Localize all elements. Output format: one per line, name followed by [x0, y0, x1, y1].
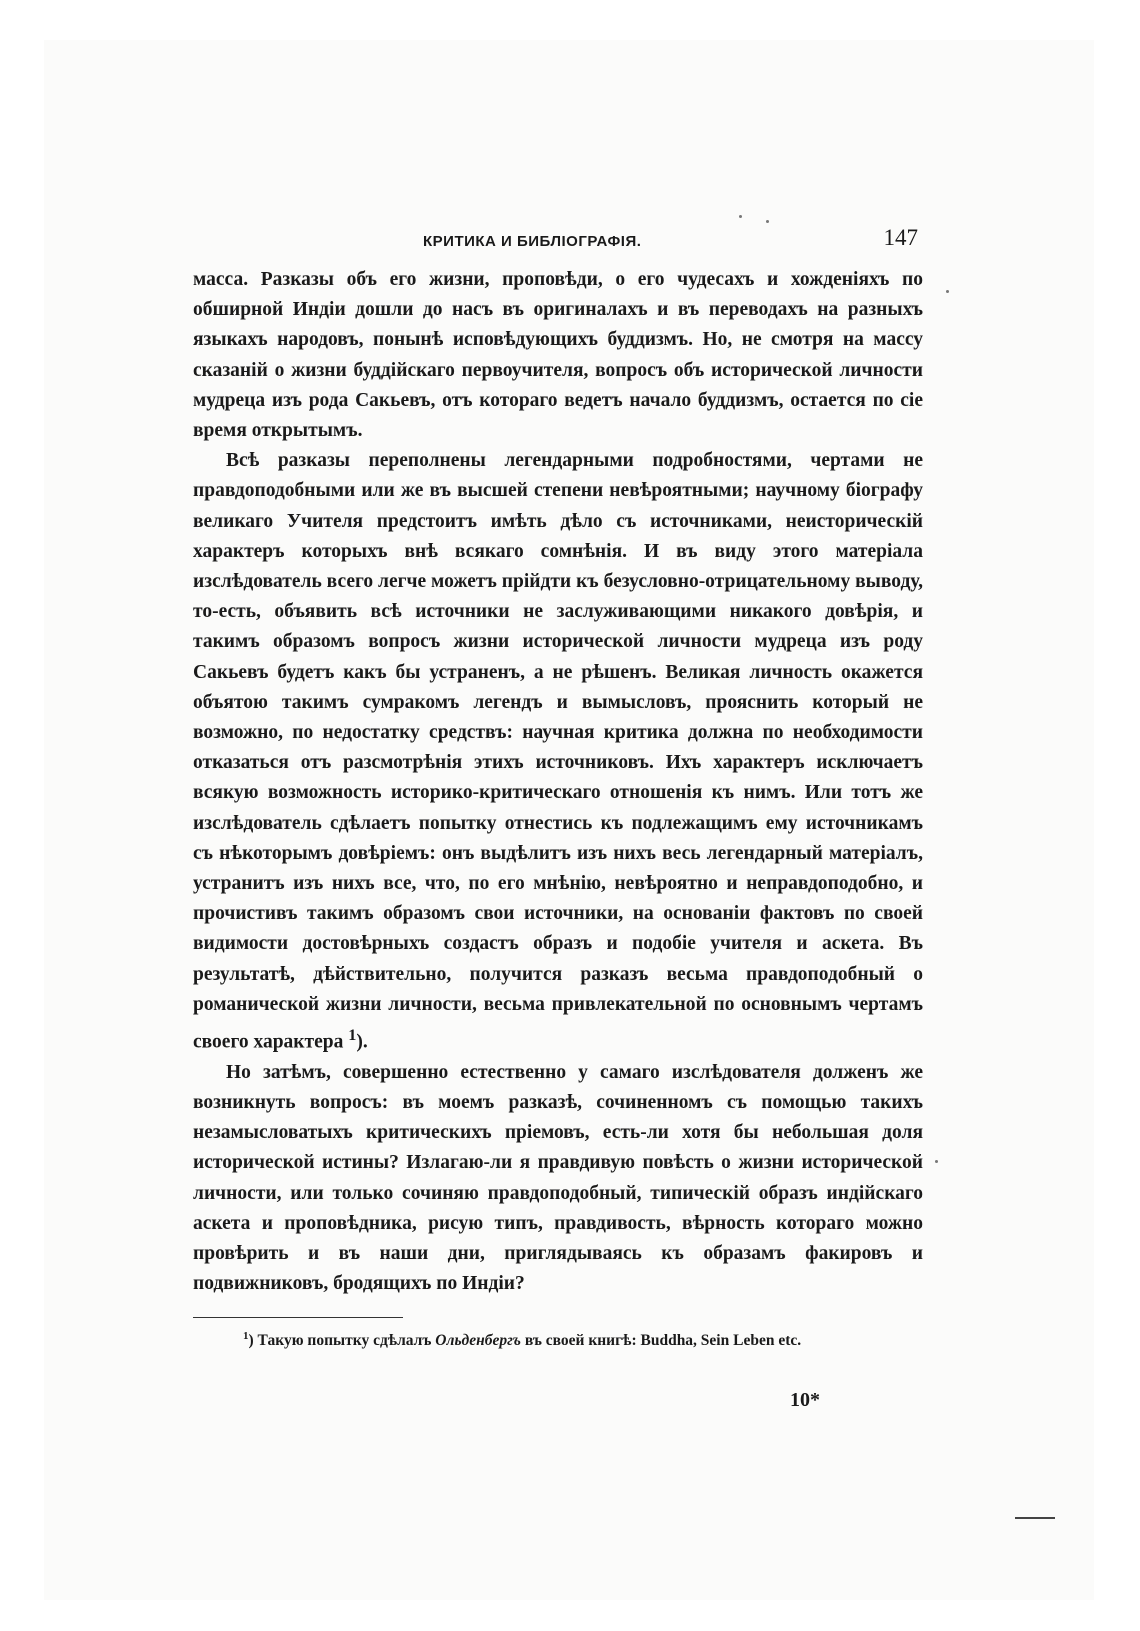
paragraph-text: Всѣ разказы переполнены легендарными подробностями, чертами не правдоподобными или же въ высшей степени невѣроятными; научному біографу великаго Учителя предстоитъ имѣть дѣло съ источниками, неисторическій характеръ которыхъ внѣ всякаго сомнѣнія. И въ виду этого матеріала изслѣдователь всего легче можетъ прійдти къ безусловно-отрицательному выводу, то-есть, объявить всѣ источники не заслуживающими никакого довѣрія, и такимъ образомъ вопросъ жизни исторической личности мудреца изъ роду Сакьевъ будетъ какъ бы устраненъ, а не рѣшенъ. Великая личность окажется объятою такимъ сумракомъ легендъ и вымысловъ, прояснить который не возможно, по недостатку средствъ: научная критика должна по необходимости отказаться отъ разсмотрѣнія этихъ источниковъ. Ихъ характеръ исключаетъ всякую возможность историко-критическаго отношенія къ нимъ. Или тотъ же изслѣдователь сдѣлаетъ попытку отнестись къ подлежащимъ ему источникамъ съ нѣкоторымъ довѣріемъ: онъ выдѣлитъ изъ нихъ весь легендарный матеріалъ, устранитъ изъ нихъ все, что, по его мнѣнію, невѣроятно и неправдоподобно, и прочиcтивъ такимъ образомъ свои источники, на основаніи фактовъ по своей видимости достовѣрныхъ создастъ образъ и подобіе учителя и аскета. Въ результатѣ, дѣйствительно, получится разказъ весьма правдоподобный о романической жизни личности, весьма привлекательной по основнымъ чертамъ своего характера	[193, 450, 923, 1053]
page-header	[193, 225, 923, 265]
paragraph: масса. Разказы объ его жизни, проповѣди, о его чудесахъ и хожденіяхъ по обширной Индіи дошли до насъ въ оригиналахъ и въ переводахъ на разныхъ языкахъ народовъ, понынѣ исповѣдующихъ буддизмъ. Но, не смотря на массу сказаній о жизни буддійскаго первоучителя, вопросъ объ исторической личности мудреца изъ рода Сакьевъ, отъ котораго ведетъ начало буддизмъ, остается по сіе время открытымъ.	[193, 269, 923, 442]
paragraph	[193, 446, 923, 1058]
scan-speck	[766, 220, 769, 223]
scan-speck	[935, 1160, 938, 1163]
paragraph: Но затѣмъ, совершенно естественно у самаго изслѣдователя долженъ же возникнуть вопросъ: въ моемъ разказѣ, сочиненномъ съ помощью такихъ незамысловатыхъ критическихъ пріемовъ, есть-ли хотя бы небольшая доля исторической истины? Излагаю-ли я правдивую повѣсть о жизни исторической личности, или только сочиняю правдоподобный, типическій образъ индійскаго аскета и проповѣдника, рисую типъ, правдивость, вѣрность котораго можно провѣрить и въ наши дни, приглядываясь къ образамъ факировъ и подвижниковъ, бродящихъ по Индіи?	[193, 1061, 923, 1295]
footnote-reference: 1	[348, 1026, 357, 1045]
footnote-author: Ольденбергъ	[435, 1332, 521, 1350]
footnote-divider	[193, 1317, 403, 1318]
footnote-text-after: въ своей книгѣ: Buddha, Sein Leben etc.	[520, 1332, 802, 1350]
footnote-marker: 1	[243, 1330, 249, 1343]
running-title: КРИТИКА И БИБЛІОГРАФІЯ.	[423, 233, 642, 250]
scan-speck	[946, 290, 949, 293]
footnote-reference-close: ).	[356, 1031, 368, 1053]
footnote	[243, 1326, 923, 1351]
printer-signature: 10*	[790, 1389, 820, 1411]
scan-speck	[739, 215, 742, 218]
footnote-text-before: ) Такую попытку сдѣлалъ	[248, 1332, 436, 1350]
page-number: 147	[883, 225, 918, 250]
edge-mark	[1015, 1517, 1055, 1519]
page-content	[193, 225, 923, 1411]
